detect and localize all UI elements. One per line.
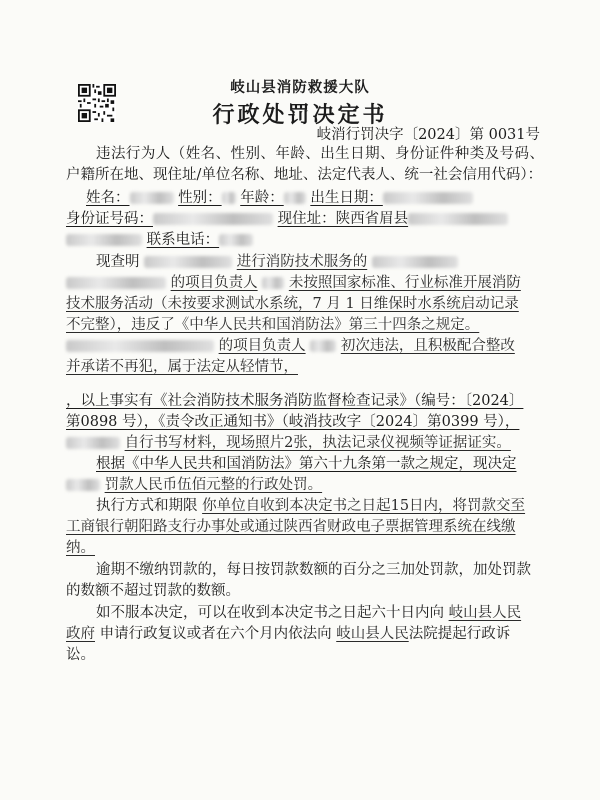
appeal-target: 政府 <box>66 626 95 642</box>
redacted-person <box>262 277 284 289</box>
redacted-id <box>153 213 273 225</box>
redacted-dob <box>383 192 473 204</box>
redacted-person <box>66 437 120 449</box>
redacted-age <box>284 192 306 204</box>
field-id-label: 身份证号码： <box>66 211 153 227</box>
facts-line4: 不完整），违反了《中华人民共和国消防法》第三十四条之规定。 <box>66 317 480 333</box>
evidence-line2: 第0898 号），《责令改正通知书》（岐消技改字〔2024〕第0399 号）， <box>66 414 520 430</box>
field-name-label: 姓名： <box>86 190 130 206</box>
party-fields-line1 <box>86 186 473 207</box>
appeal-target: 岐山县人民 <box>448 605 522 621</box>
facts-line1 <box>96 250 458 271</box>
facts-line2 <box>66 271 521 292</box>
decision-line2 <box>66 473 322 494</box>
field-age-label: 年龄： <box>240 190 284 206</box>
appeal-line2 <box>66 622 510 643</box>
field-phone-label: 联系电话： <box>146 232 220 248</box>
party-fields-line3 <box>66 228 253 249</box>
late-payment-line1: 逾期不缴纳罚款的，每日按罚款数额的百分之三加处罚款，加处罚款 <box>96 562 531 578</box>
field-dob-label: 出生日期： <box>310 190 383 206</box>
appeal-text: 申请行政复议或者在六个月内依法向 <box>99 626 332 642</box>
decision-line1 <box>96 452 517 473</box>
issuing-agency: 岐山县消防救援大队 <box>230 79 370 96</box>
execution-label: 执行方式和期限 <box>96 498 198 514</box>
late-payment-line2: 的数额不超过罚款的数额。 <box>66 583 240 599</box>
redacted-address <box>408 213 508 225</box>
evidence-text: ，以上事实有《社会消防技术服务消防监督检查记录》（编号：〔2024〕 <box>66 393 524 409</box>
redacted-person <box>310 340 336 352</box>
facts-line3: 技术服务活动（未按要求测试水系统，7 月 1 日维保时水系统启动记录 <box>66 296 519 312</box>
execution-line3: 纳。 <box>66 540 95 556</box>
redacted-company <box>372 256 458 268</box>
facts-text: 初次违法，且积极配合整改 <box>340 338 515 354</box>
facts-text: 的项目负责人 <box>170 275 258 291</box>
evidence-line1 <box>66 389 523 410</box>
appeal-line3: 讼。 <box>66 647 95 663</box>
redacted-gender <box>222 192 236 204</box>
document-number: 岐消行罚决字〔2024〕第 0031号 <box>316 127 540 143</box>
redacted-name <box>130 192 174 204</box>
appeal-line1 <box>96 601 521 622</box>
party-fields-line2 <box>66 207 508 228</box>
field-address-label: 现住址：陕西省眉县 <box>277 211 409 227</box>
execution-line1 <box>96 494 525 515</box>
execution-line2: 工商银行朝阳路支行办事处或通过陕西省财政电子票据管理系统在线缴 <box>66 519 516 535</box>
document-title: 行政处罚决定书 <box>212 102 388 128</box>
decision-text: 罚款人民币伍佰元整的行政处罚。 <box>104 477 323 493</box>
party-intro: 违法行为人（姓名、性别、年龄、出生日期、身份证件种类及号码、户籍所在地、现住址/单位名称、地址、法定代表人、统一社会信用代码）： <box>66 146 544 183</box>
appeal-target: 岐山县人民 <box>336 626 409 642</box>
facts-text: 进行消防技术服务的 <box>236 254 368 270</box>
facts-text: 的项目负责人 <box>218 338 306 354</box>
field-gender-label: 性别： <box>178 190 222 206</box>
redacted-phone <box>219 234 253 246</box>
facts-line6: 并承诺不再犯，属于法定从轻情节， <box>66 359 298 375</box>
redacted-company <box>144 256 232 268</box>
redacted-party <box>66 479 100 491</box>
appeal-text: 法院提起行政诉 <box>408 626 511 642</box>
decision-text: 根据《中华人民共和国消防法》第六十九条第一款之规定，现决定 <box>96 456 517 472</box>
redacted-person <box>66 277 166 289</box>
redacted-company <box>66 340 214 352</box>
appeal-text: 如不服本决定，可以在收到本决定书之日起六十日内向 <box>96 605 444 621</box>
facts-line5 <box>66 334 515 355</box>
redacted-address-cont <box>66 234 142 246</box>
evidence-line3 <box>66 431 511 452</box>
evidence-text: 自行书写材料，现场照片2张，执法记录仪视频等证据证实。 <box>124 435 511 451</box>
facts-text: 未按照国家标准、行业标准开展消防 <box>288 275 521 291</box>
execution-text: 你单位自收到本决定书之日起15日内，将罚款交至 <box>202 498 526 514</box>
facts-text: 现查明 <box>96 254 140 270</box>
